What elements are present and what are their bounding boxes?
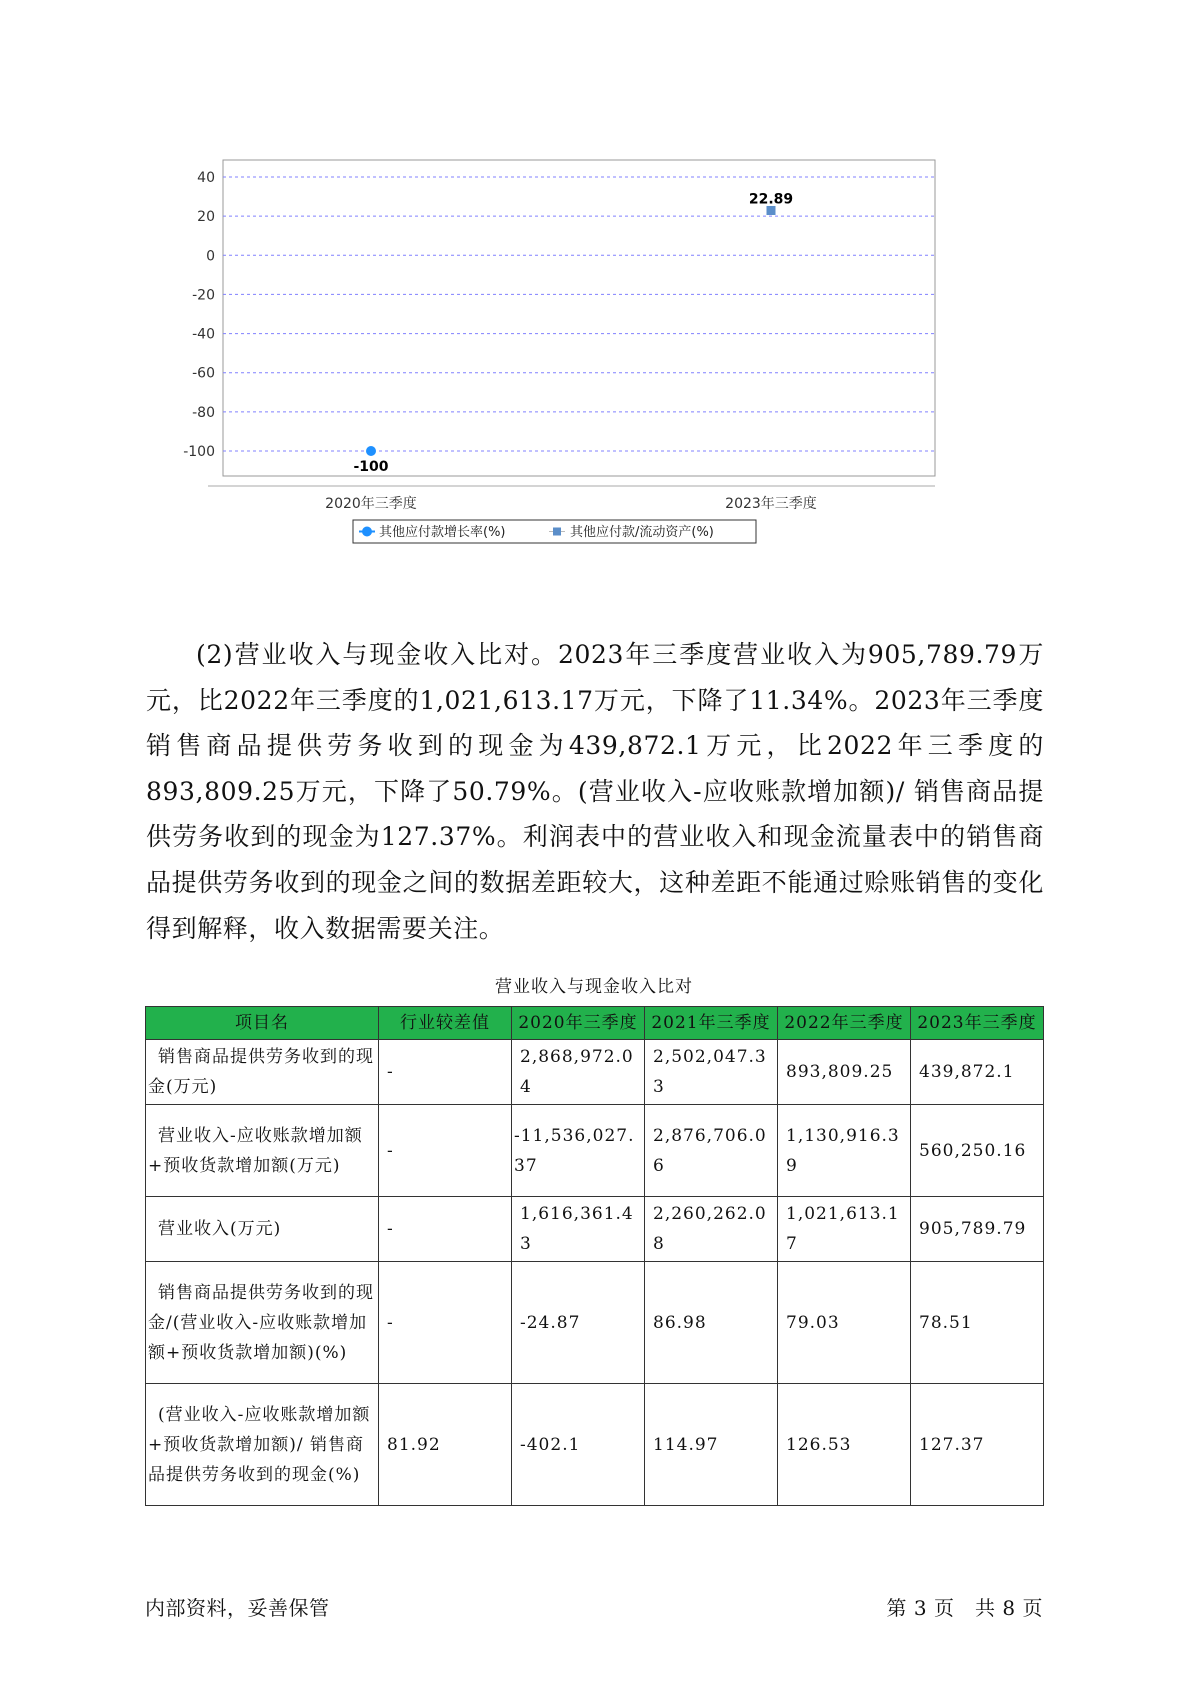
y-tick-label: -100: [183, 444, 215, 460]
data-label: -100: [353, 459, 389, 475]
legend-marker-circle: [362, 527, 372, 537]
page-unit: 页: [933, 1596, 955, 1620]
row-cell: 560,250.16: [911, 1105, 1044, 1197]
row-cell: -24.87: [512, 1262, 645, 1384]
header-2021q3: 2021年三季度: [645, 1007, 778, 1040]
table-caption: 营业收入与现金收入比对: [495, 977, 693, 997]
chart: [150, 150, 1030, 590]
row-cell: 2,502,047.33: [645, 1040, 778, 1105]
table-row: [146, 1040, 1044, 1105]
row-cell: -: [379, 1040, 512, 1105]
row-cell: -: [379, 1197, 512, 1262]
total-unit: 页: [1022, 1596, 1043, 1620]
row-name: 营业收入-应收账款增加额+预收货款增加额(万元): [146, 1105, 379, 1197]
page-num: 3: [913, 1596, 928, 1620]
plot-area: [223, 160, 935, 476]
row-cell: -11,536,027.37: [512, 1105, 645, 1197]
row-cell: 1,021,613.17: [778, 1197, 911, 1262]
analysis-paragraph: (2)营业收入与现金收入比对。2023年三季度营业收入为905,789.79万元，比2022年三季度的1,021,613.17万元，下降了11.34%。2023年三季度销售商品提供劳务收到的现金为439,872.1万元，比2022年三季度的893,809.25万元，下降了50.79%。(营业收入-应收账款增加额)/ 销售商品提供劳务收到的现金为127.37%。利润表中的营业收入和现金流量表中的销售商品提供劳务收到的现金之间的数据差距较大，这种差距不能通过赊账销售的变化得到解释，收入数据需要关注。: [146, 640, 1044, 943]
y-tick-label: 40: [197, 170, 215, 186]
table-row: [146, 1384, 1044, 1506]
row-name: (营业收入-应收账款增加额+预收货款增加额)/ 销售商品提供劳务收到的现金(%): [146, 1384, 379, 1506]
row-cell: 2,876,706.06: [645, 1105, 778, 1197]
y-tick-label: 0: [206, 248, 215, 265]
chart-svg: [150, 150, 1030, 590]
row-cell: 81.92: [379, 1384, 512, 1506]
header-industry-diff: 行业较差值: [379, 1007, 512, 1040]
row-cell: 893,809.25: [778, 1040, 911, 1105]
y-tick-label: -20: [192, 287, 215, 304]
x-tick-label: 2020年三季度: [325, 496, 417, 512]
row-cell: 1,130,916.39: [778, 1105, 911, 1197]
row-cell: -: [379, 1262, 512, 1384]
header-2022q3: 2022年三季度: [778, 1007, 911, 1040]
page-prefix: 第: [886, 1596, 908, 1620]
legend-label: 其他应付款增长率(%): [379, 525, 506, 540]
row-cell: 79.03: [778, 1262, 911, 1384]
header-item-name: 项目名: [146, 1007, 379, 1040]
data-point: [366, 446, 376, 456]
row-name: 营业收入(万元): [146, 1197, 379, 1262]
row-cell: 2,868,972.04: [512, 1040, 645, 1105]
row-name: 销售商品提供劳务收到的现金/(营业收入-应收账款增加额+预收货款增加额)(%): [146, 1262, 379, 1384]
y-tick-label: -40: [192, 326, 215, 343]
x-tick-label: 2023年三季度: [725, 496, 817, 512]
y-tick-label: -60: [192, 365, 215, 382]
row-cell: 439,872.1: [911, 1040, 1044, 1105]
table-row: [146, 1262, 1044, 1384]
row-cell: 86.98: [645, 1262, 778, 1384]
total-num: 8: [1002, 1596, 1016, 1620]
row-cell: 114.97: [645, 1384, 778, 1506]
row-name: 销售商品提供劳务收到的现金(万元): [146, 1040, 379, 1105]
row-cell: 905,789.79: [911, 1197, 1044, 1262]
y-tick-label: -80: [192, 404, 215, 421]
table-row: [146, 1197, 1044, 1262]
row-cell: 126.53: [778, 1384, 911, 1506]
header-2023q3: 2023年三季度: [911, 1007, 1044, 1040]
row-cell: -402.1: [512, 1384, 645, 1506]
row-cell: -: [379, 1105, 512, 1197]
total-prefix: 共: [975, 1596, 996, 1620]
row-cell: 1,616,361.43: [512, 1197, 645, 1262]
footer-page-number: [887, 1592, 1043, 1621]
row-cell: 127.37: [911, 1384, 1044, 1506]
y-tick-label: 20: [197, 209, 215, 226]
table-header-row: [146, 1007, 1044, 1040]
legend-marker-square: [553, 528, 561, 536]
row-cell: 78.51: [911, 1262, 1044, 1384]
header-2020q3: 2020年三季度: [512, 1007, 645, 1040]
row-cell: 2,260,262.08: [645, 1197, 778, 1262]
legend-label: 其他应付款/流动资产(%): [570, 525, 714, 540]
revenue-cash-table: [145, 1006, 1044, 1506]
table-row: [146, 1105, 1044, 1197]
data-label: 22.89: [748, 191, 794, 208]
footer-confidential: 内部资料，妥善保管: [145, 1596, 330, 1620]
